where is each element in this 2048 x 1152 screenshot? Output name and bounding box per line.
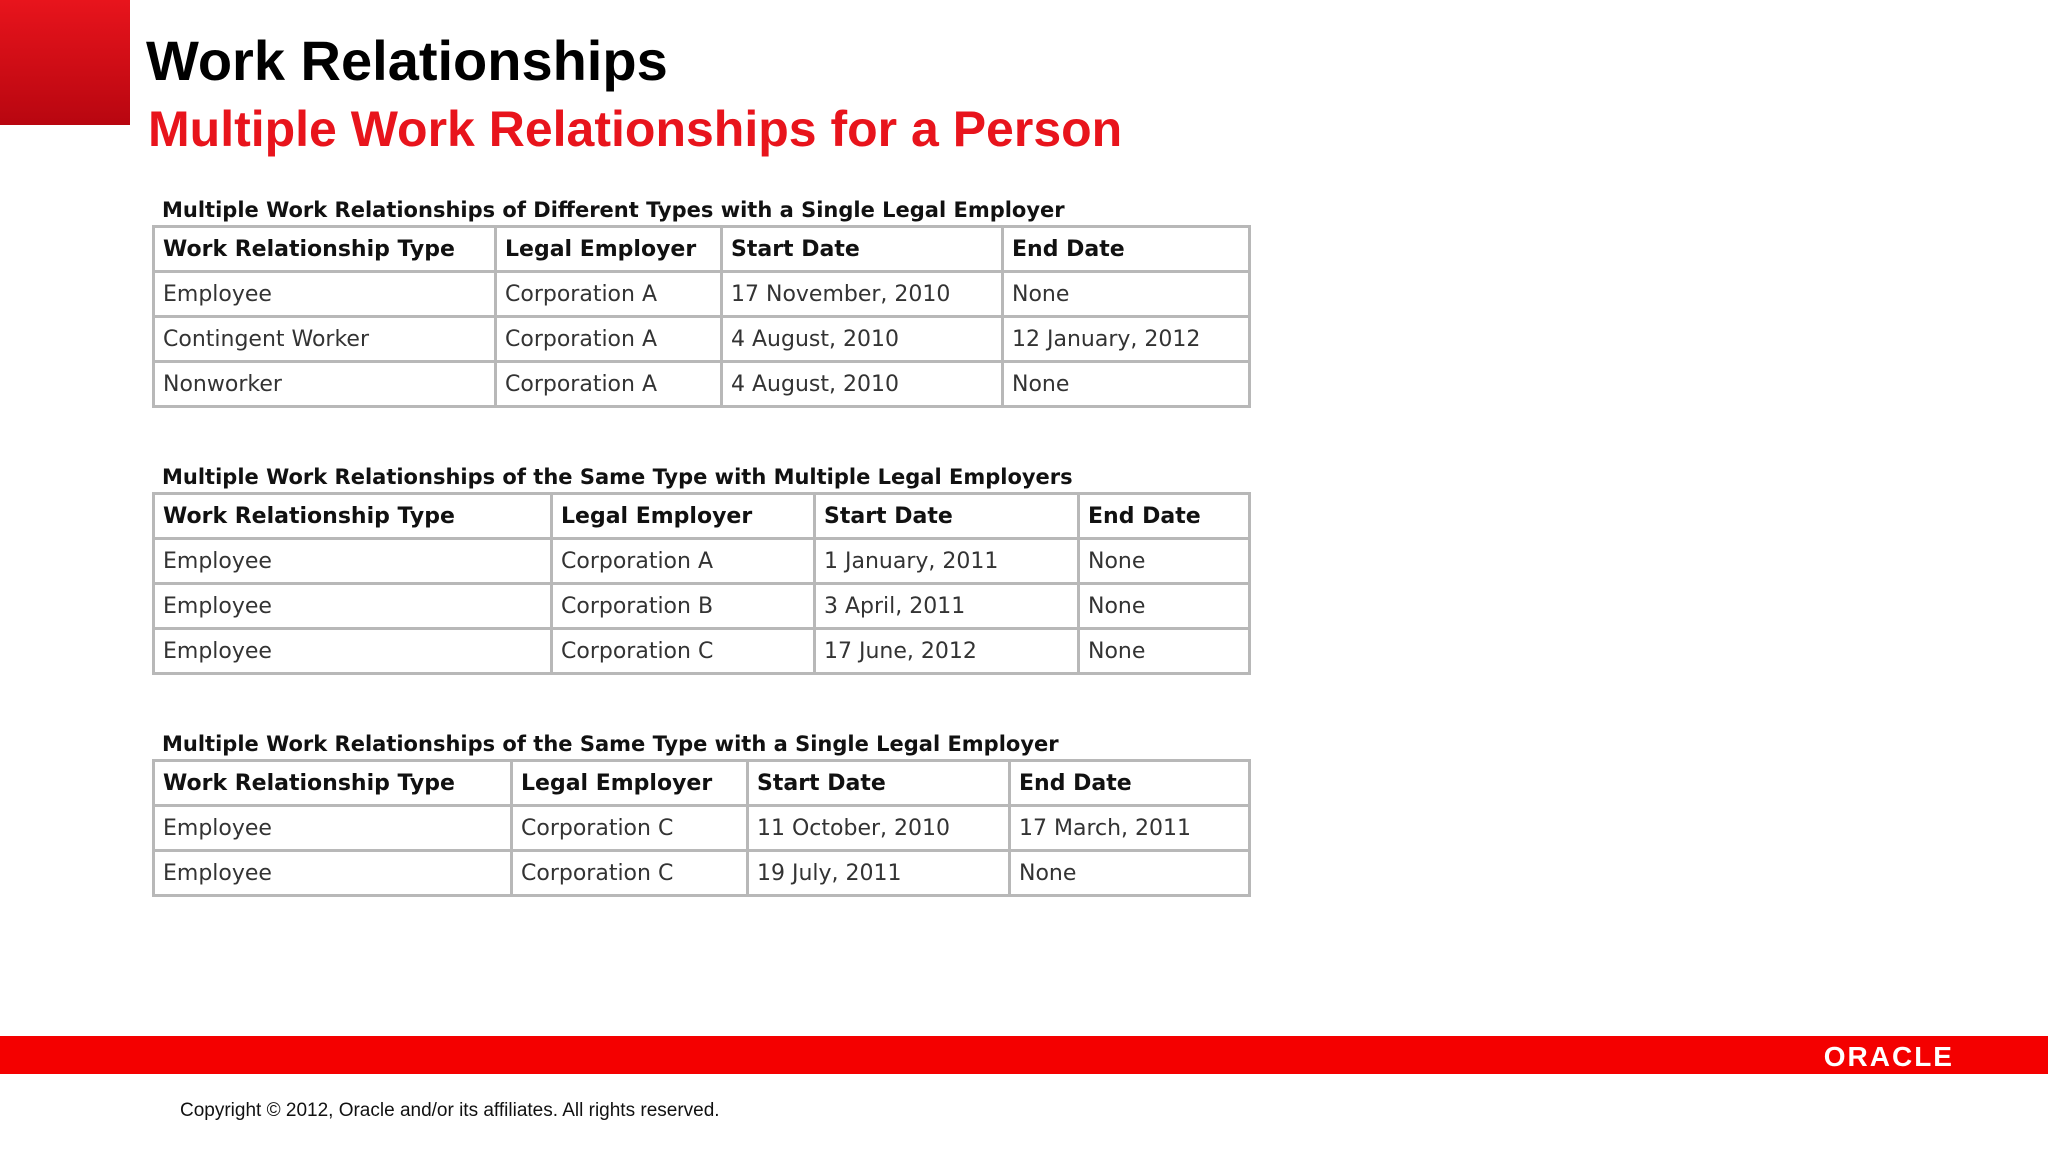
table-cell: 17 June, 2012	[815, 629, 1079, 674]
table-cell: 1 January, 2011	[815, 539, 1079, 584]
table-section-multiple-employers	[152, 462, 1248, 675]
table-caption: Multiple Work Relationships of the Same Type with a Single Legal Employer	[162, 732, 1059, 756]
column-header: Legal Employer	[512, 761, 748, 806]
table-cell: None	[1003, 272, 1250, 317]
footer-bar	[0, 1036, 2048, 1074]
table-cell: Nonworker	[154, 362, 496, 407]
column-header: Work Relationship Type	[154, 494, 552, 539]
table-section-single-employer-same-type	[152, 729, 1248, 897]
table-caption: Multiple Work Relationships of Different Types with a Single Legal Employer	[162, 198, 1065, 222]
table-row	[154, 362, 1250, 407]
column-header: Start Date	[722, 227, 1003, 272]
copyright-notice: Copyright © 2012, Oracle and/or its affiliates. All rights reserved.	[180, 1100, 720, 1121]
table-cell: Corporation C	[512, 851, 748, 896]
table-cell: None	[1003, 362, 1250, 407]
table-row	[154, 629, 1250, 674]
table-cell: 17 March, 2011	[1010, 806, 1250, 851]
work-relationships-table	[152, 492, 1251, 675]
table-row	[154, 272, 1250, 317]
table-cell: Corporation A	[496, 317, 722, 362]
column-header: Work Relationship Type	[154, 227, 496, 272]
table-cell: Corporation A	[496, 272, 722, 317]
table-cell: None	[1079, 629, 1250, 674]
column-header: Start Date	[748, 761, 1010, 806]
table-cell: Corporation C	[512, 806, 748, 851]
table-cell: Employee	[154, 629, 552, 674]
column-header: End Date	[1003, 227, 1250, 272]
table-cell: Corporation B	[552, 584, 815, 629]
table-cell: None	[1079, 584, 1250, 629]
work-relationships-table	[152, 225, 1251, 408]
table-cell: Corporation A	[552, 539, 815, 584]
table-cell: 12 January, 2012	[1003, 317, 1250, 362]
table-header-row	[154, 494, 1250, 539]
corner-accent-block	[0, 0, 130, 125]
table-header-row	[154, 761, 1250, 806]
table-cell: Employee	[154, 539, 552, 584]
table-cell: None	[1079, 539, 1250, 584]
table-row	[154, 584, 1250, 629]
table-cell: Employee	[154, 584, 552, 629]
table-cell: 11 October, 2010	[748, 806, 1010, 851]
table-cell: Corporation C	[552, 629, 815, 674]
table-cell: 4 August, 2010	[722, 362, 1003, 407]
table-row	[154, 539, 1250, 584]
table-row	[154, 317, 1250, 362]
column-header: Legal Employer	[552, 494, 815, 539]
table-header-row	[154, 227, 1250, 272]
page-title: Work Relationships	[146, 29, 668, 92]
column-header: End Date	[1079, 494, 1250, 539]
table-cell: Employee	[154, 806, 512, 851]
table-cell: Contingent Worker	[154, 317, 496, 362]
table-row	[154, 851, 1250, 896]
table-row	[154, 806, 1250, 851]
table-cell: Corporation A	[496, 362, 722, 407]
column-header: Start Date	[815, 494, 1079, 539]
table-cell: Employee	[154, 851, 512, 896]
table-section-different-types	[152, 195, 1248, 408]
table-cell: 19 July, 2011	[748, 851, 1010, 896]
column-header: Legal Employer	[496, 227, 722, 272]
table-cell: None	[1010, 851, 1250, 896]
work-relationships-table	[152, 759, 1251, 897]
column-header: End Date	[1010, 761, 1250, 806]
oracle-logo: ORACLE	[1823, 1041, 1954, 1072]
table-caption: Multiple Work Relationships of the Same Type with Multiple Legal Employers	[162, 465, 1073, 489]
table-cell: 17 November, 2010	[722, 272, 1003, 317]
column-header: Work Relationship Type	[154, 761, 512, 806]
table-cell: 3 April, 2011	[815, 584, 1079, 629]
table-cell: Employee	[154, 272, 496, 317]
table-cell: 4 August, 2010	[722, 317, 1003, 362]
page-subtitle: Multiple Work Relationships for a Person	[148, 101, 1123, 157]
